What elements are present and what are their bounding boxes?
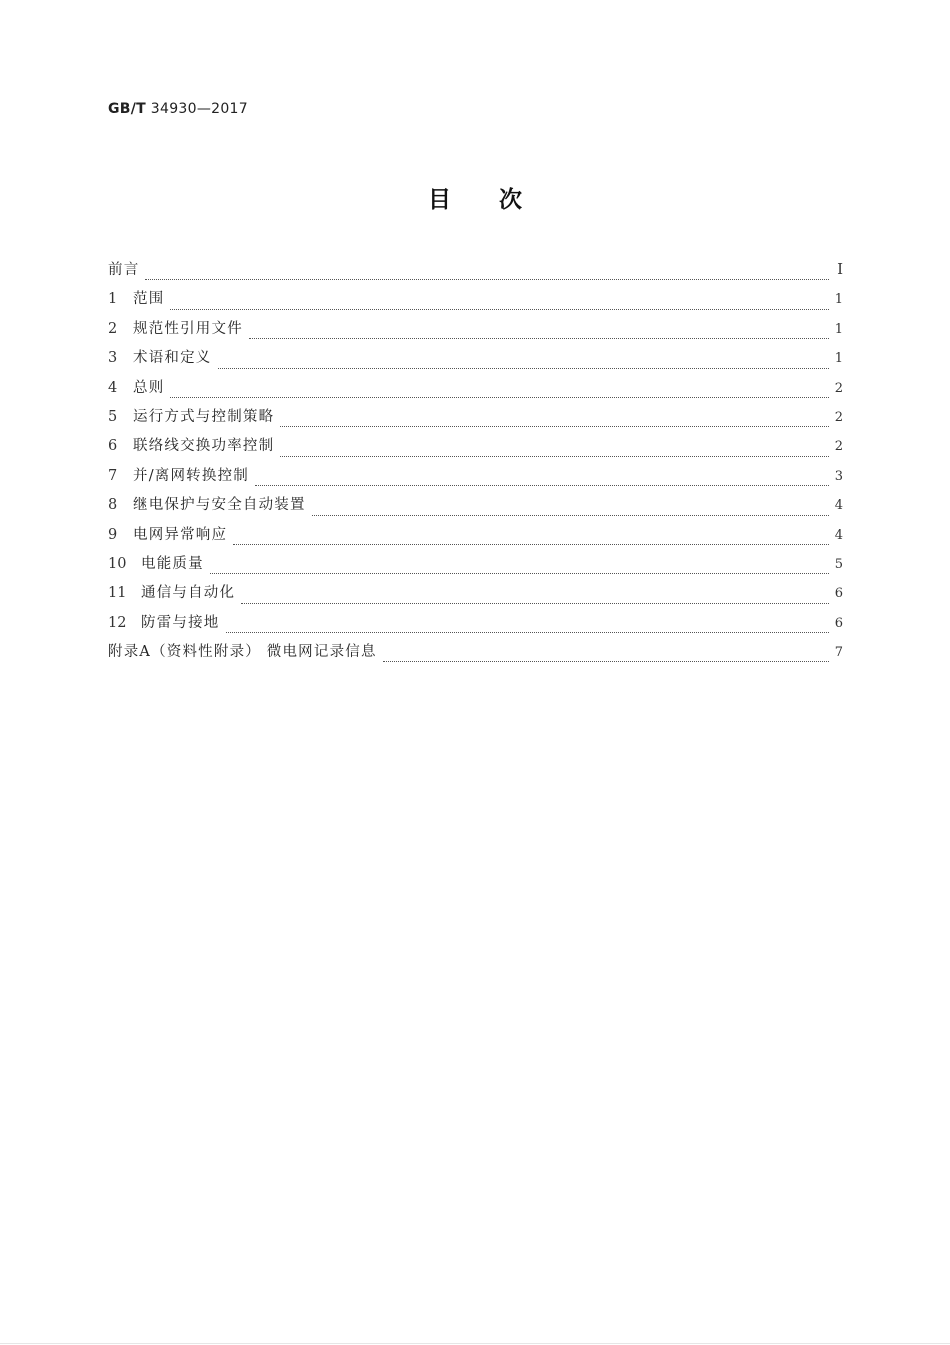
toc-entry[interactable] xyxy=(108,346,843,375)
toc-entry[interactable] xyxy=(108,434,843,463)
toc-entry[interactable] xyxy=(108,464,843,493)
toc-entry[interactable] xyxy=(108,552,843,581)
toc-entry[interactable] xyxy=(108,317,843,346)
toc-entry-page-number: 1 xyxy=(834,351,843,367)
toc-entry-label: 电网异常响应 xyxy=(133,526,228,543)
page-bottom-edge xyxy=(0,1343,950,1344)
toc-entry-page-number: 1 xyxy=(834,321,843,337)
toc-dot-leader xyxy=(226,632,829,633)
toc-entry-label: 运行方式与控制策略 xyxy=(133,408,275,425)
toc-entry-label: 前言 xyxy=(108,262,140,278)
standard-code xyxy=(108,101,248,117)
toc-dot-leader xyxy=(233,544,829,545)
toc-entry-label: 规范性引用文件 xyxy=(133,320,243,337)
toc-entry-number: 1 xyxy=(108,291,118,308)
toc-dot-leader xyxy=(218,368,829,369)
toc-dot-leader xyxy=(249,338,829,339)
toc-entry-label: 附录A（资料性附录） 微电网记录信息 xyxy=(108,644,377,661)
toc-entry-number: 2 xyxy=(108,320,118,337)
toc-dot-leader xyxy=(170,309,828,310)
toc-entry-number: 9 xyxy=(108,526,118,543)
table-of-contents xyxy=(108,258,843,669)
toc-entry-label: 范围 xyxy=(133,291,165,308)
toc-entry-number: 12 xyxy=(108,614,127,631)
toc-entry-label: 术语和定义 xyxy=(133,350,212,367)
toc-entry-page-number: 5 xyxy=(834,556,843,572)
toc-entry[interactable] xyxy=(108,523,843,552)
toc-entry-page-number: 2 xyxy=(834,380,843,396)
toc-entry-number: 10 xyxy=(108,555,127,572)
toc-entry-page-number: 7 xyxy=(834,645,843,661)
toc-entry-label: 防雷与接地 xyxy=(141,614,220,631)
toc-dot-leader xyxy=(210,573,829,574)
toc-entry-label: 联络线交换功率控制 xyxy=(133,438,275,455)
toc-entry-page-number: 6 xyxy=(834,615,843,631)
toc-entry-number: 5 xyxy=(108,408,118,425)
toc-entry-number: 4 xyxy=(108,379,118,396)
toc-entry-label: 并/离网转换控制 xyxy=(133,467,249,484)
toc-entry[interactable] xyxy=(108,640,843,669)
toc-entry-label: 通信与自动化 xyxy=(141,585,236,602)
toc-entry[interactable] xyxy=(108,405,843,434)
toc-dot-leader xyxy=(280,456,828,457)
toc-entry[interactable] xyxy=(108,581,843,610)
toc-entry-page-number: 4 xyxy=(834,527,843,543)
toc-entry[interactable] xyxy=(108,376,843,405)
toc-entry[interactable] xyxy=(108,493,843,522)
toc-entry-page-number: 2 xyxy=(834,439,843,455)
toc-dot-leader xyxy=(383,661,829,662)
toc-dot-leader xyxy=(280,426,828,427)
toc-entry-page-number: 3 xyxy=(834,468,843,484)
standard-code-prefix: GB/T xyxy=(108,101,147,117)
toc-entry-number: 6 xyxy=(108,438,118,455)
toc-dot-leader xyxy=(255,485,829,486)
toc-entry-page-number: 1 xyxy=(834,292,843,308)
toc-entry-label: 继电保护与安全自动装置 xyxy=(133,497,306,514)
page-title: 目次 xyxy=(428,187,570,213)
toc-entry-page-number: 6 xyxy=(834,586,843,602)
toc-dot-leader xyxy=(312,515,829,516)
toc-dot-leader xyxy=(241,603,829,604)
toc-entry-page-number: 2 xyxy=(834,409,843,425)
toc-entry[interactable] xyxy=(108,287,843,316)
toc-entry-number: 8 xyxy=(108,497,118,514)
toc-entry[interactable] xyxy=(108,258,843,287)
standard-code-number: 34930—2017 xyxy=(150,101,248,117)
toc-dot-leader xyxy=(170,397,828,398)
toc-entry-label: 电能质量 xyxy=(141,555,204,572)
toc-entry-number: 11 xyxy=(108,585,127,602)
toc-entry-page-number: Ⅰ xyxy=(837,260,843,278)
toc-entry-label: 总则 xyxy=(133,379,165,396)
toc-entry-page-number: 4 xyxy=(834,498,843,514)
toc-dot-leader xyxy=(145,279,829,280)
toc-entry-number: 7 xyxy=(108,467,118,484)
toc-entry-number: 3 xyxy=(108,350,118,367)
toc-entry[interactable] xyxy=(108,611,843,640)
